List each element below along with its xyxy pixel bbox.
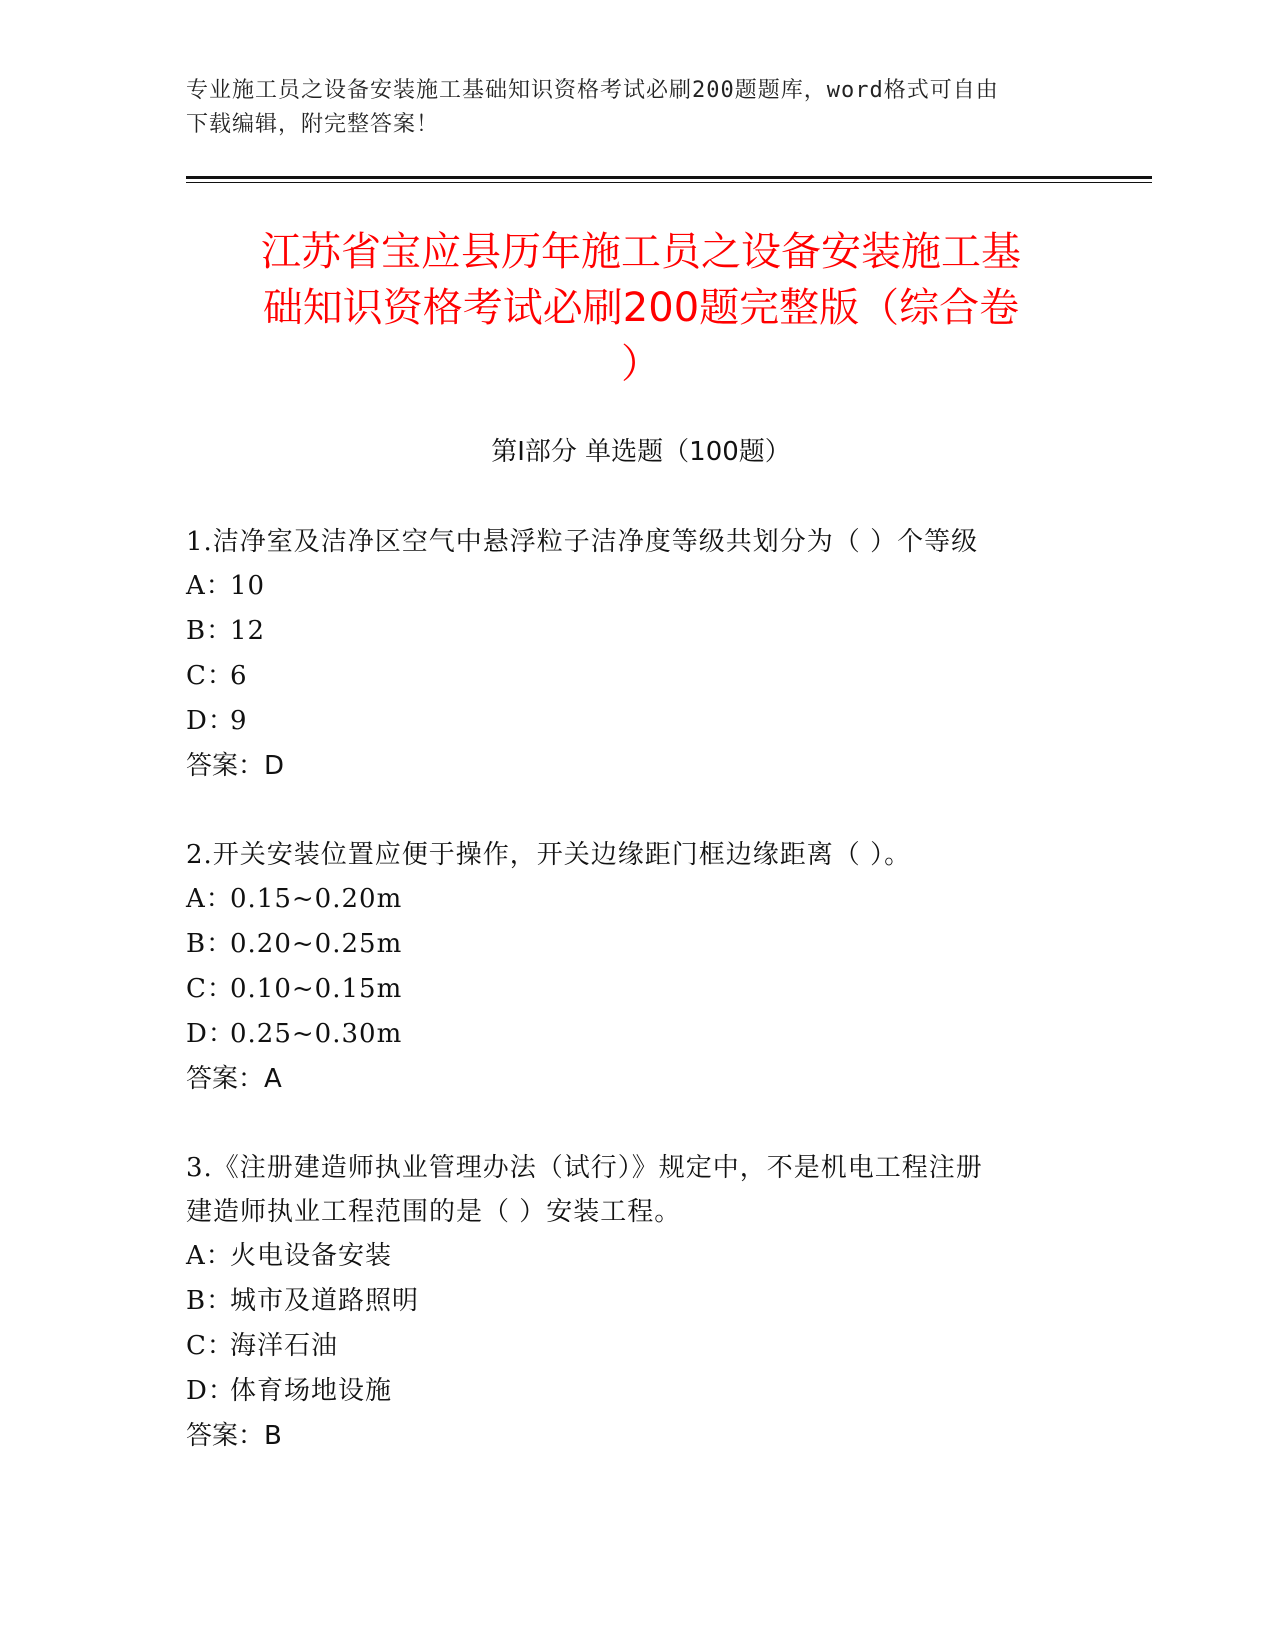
option-text: 0.25~0.30m	[230, 1019, 403, 1049]
option-c	[186, 654, 1086, 699]
document-title-line-2: 础知识资格考试必刷200题完整版（综合卷	[262, 285, 1020, 331]
option-c	[186, 1324, 1086, 1369]
question-stem: 2.开关安装位置应便于操作，开关边缘距门框边缘距离（ ）。	[186, 840, 912, 870]
option-d	[186, 1369, 1086, 1414]
option-letter: A：	[186, 571, 233, 601]
answer-line: 答案：D	[186, 751, 285, 781]
header-divider-thin	[186, 182, 1152, 183]
option-letter: C：	[186, 974, 234, 1004]
option-text: 0.20~0.25m	[230, 929, 403, 959]
section-heading: 第I部分 单选题（100题）	[491, 437, 791, 467]
option-d	[186, 1012, 1086, 1057]
option-letter: A：	[186, 884, 233, 914]
option-c	[186, 967, 1086, 1012]
option-letter: D：	[186, 706, 235, 736]
option-letter: C：	[186, 661, 234, 691]
option-letter: B：	[186, 929, 234, 959]
question-list	[186, 520, 1086, 1503]
answer-line: 答案：B	[186, 1421, 282, 1451]
document-title-line-1: 江苏省宝应县历年施工员之设备安装施工基	[261, 229, 1021, 275]
document-title	[186, 224, 1096, 392]
option-text: 6	[230, 661, 248, 691]
option-letter: B：	[186, 1286, 234, 1316]
option-text: 10	[230, 571, 266, 601]
option-text: 12	[230, 616, 266, 646]
header-note-line-1: 专业施工员之设备安装施工基础知识资格考试必刷200题题库，word格式可自由	[186, 78, 999, 103]
option-a	[186, 564, 1086, 609]
option-text: 9	[230, 706, 248, 736]
option-text: 火电设备安装	[230, 1241, 393, 1271]
option-d	[186, 699, 1086, 744]
question-stem	[186, 1146, 1086, 1234]
option-letter: D：	[186, 1376, 235, 1406]
option-b	[186, 1279, 1086, 1324]
option-letter: B：	[186, 616, 234, 646]
question-stem: 1.洁净室及洁净区空气中悬浮粒子洁净度等级共划分为（ ）个等级	[186, 527, 979, 557]
header-note-line-2: 下载编辑，附完整答案！	[186, 112, 440, 137]
question-3	[186, 1146, 1086, 1459]
option-text: 0.15~0.20m	[230, 884, 403, 914]
option-letter: D：	[186, 1019, 235, 1049]
question-stem-line-2: 建造师执业工程范围的是（ ）安装工程。	[186, 1197, 682, 1227]
option-letter: C：	[186, 1331, 234, 1361]
question-2	[186, 833, 1086, 1102]
question-stem-line-1: 3.《注册建造师执业管理办法（试行）》规定中，不是机电工程注册	[186, 1153, 983, 1183]
answer-line: 答案：A	[186, 1064, 282, 1094]
question-1	[186, 520, 1086, 789]
option-b	[186, 609, 1086, 654]
option-letter: A：	[186, 1241, 233, 1271]
option-text: 城市及道路照明	[230, 1286, 420, 1316]
option-b	[186, 922, 1086, 967]
option-a	[186, 1234, 1086, 1279]
option-text: 海洋石油	[230, 1331, 339, 1361]
option-text: 体育场地设施	[230, 1376, 393, 1406]
option-text: 0.10~0.15m	[230, 974, 403, 1004]
header-note	[186, 74, 1086, 142]
document-title-line-3: ）	[621, 341, 661, 387]
header-divider-thick	[186, 176, 1152, 179]
option-a	[186, 877, 1086, 922]
